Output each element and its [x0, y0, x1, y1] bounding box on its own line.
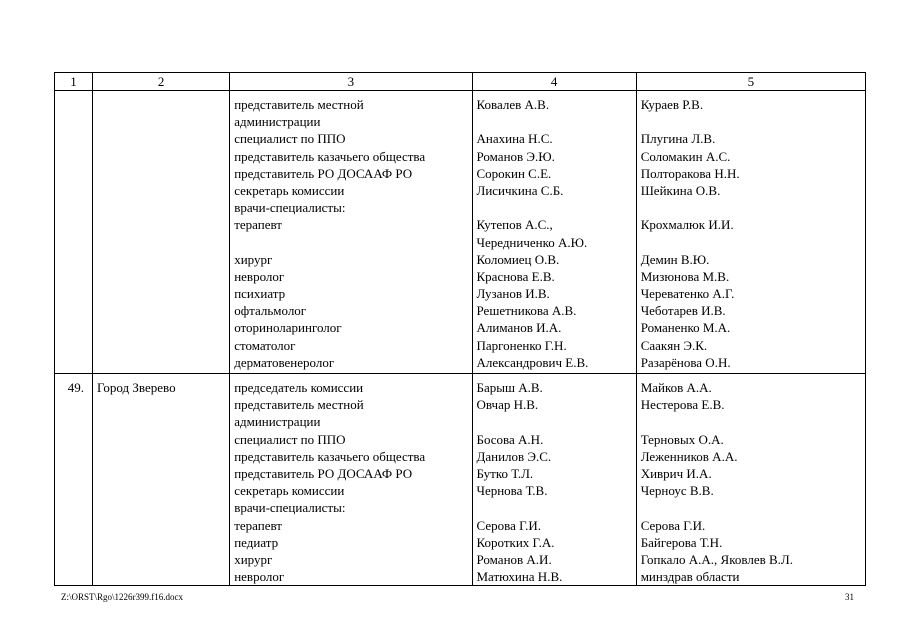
cell-line: Босова А.Н. [476, 431, 544, 447]
cell-line: Демин В.Ю. [640, 251, 710, 267]
file-path: Z:\ORST\Rgo\1226r399.f16.docx [61, 592, 183, 602]
reserve-member-cell [636, 374, 865, 586]
cell-line: Кутепов А.С., [476, 217, 553, 233]
cell-line: представитель казачьего общества [234, 448, 426, 464]
cell-line: офтальмолог [234, 303, 307, 319]
cell-line: минздрав области [640, 569, 740, 585]
cell-line: Бутко Т.Л. [476, 465, 534, 481]
cell-line: Разарёнова О.Н. [640, 354, 731, 370]
cell-line [637, 234, 865, 251]
cell-line [473, 113, 636, 130]
cell-line [473, 499, 636, 516]
cell-line: хирург [234, 551, 273, 567]
cell-line: Паргоненко Г.Н. [476, 337, 567, 353]
cell-line: невролог [234, 268, 285, 284]
cell-line: Шейкина О.В. [640, 182, 721, 198]
member-cell [472, 374, 636, 586]
cell-line: представитель местной [234, 97, 364, 112]
cell-line: стоматолог [234, 337, 296, 353]
reserve-member-cell [636, 91, 865, 374]
cell-line: Александрович Е.В. [476, 354, 589, 370]
cell-line: Леженников А.А. [640, 448, 738, 464]
cell-line: Нестерова Е.В. [640, 397, 725, 413]
cell-line: психиатр [234, 286, 286, 302]
municipality-name [93, 91, 230, 374]
cell-line: Терновых О.А. [640, 431, 724, 447]
cell-line: Коломиец О.В. [476, 251, 560, 267]
page-number: 31 [845, 592, 854, 602]
cell-line: Лисичкина С.Б. [476, 182, 564, 198]
cell-line: врачи-специалисты: [234, 200, 346, 216]
cell-line: Байгерова Т.Н. [640, 534, 723, 550]
cell-line: Серова Г.И. [640, 517, 706, 533]
table-row [55, 91, 866, 374]
cell-line: Ковалев А.В. [476, 97, 550, 112]
cell-line: секретарь комиссии [234, 182, 345, 198]
cell-line [637, 499, 865, 516]
cell-line: Романенко М.А. [640, 320, 731, 336]
cell-line: Черноус В.В. [640, 483, 714, 499]
cell-line: специалист по ППО [234, 131, 346, 147]
cell-line: Мизюнова М.В. [640, 268, 730, 284]
commission-table [54, 72, 866, 586]
cell-line: Крохмалюк И.И. [640, 217, 734, 233]
cell-line: Плугина Л.В. [640, 131, 716, 147]
cell-line [473, 199, 636, 216]
cell-line: невролог [234, 569, 285, 585]
cell-line: Саакян Э.К. [640, 337, 708, 353]
cell-line: представитель РО ДОСААФ РО [234, 165, 413, 181]
cell-line: Гопкало А.А., Яковлев В.Л. [640, 551, 793, 567]
cell-line: терапевт [234, 217, 282, 233]
cell-line: администрации [234, 114, 321, 130]
table-row [55, 374, 866, 586]
cell-line: Данилов Э.С. [476, 448, 552, 464]
cell-line: представитель казачьего общества [234, 148, 426, 164]
position-cell [230, 91, 472, 374]
header-col-3: 3 [230, 73, 472, 91]
row-number: 49. [55, 374, 93, 586]
cell-line: педиатр [234, 534, 279, 550]
cell-line: администрации [234, 414, 321, 430]
cell-line: Лузанов И.В. [476, 286, 550, 302]
cell-line: Матюхина Н.В. [476, 569, 563, 585]
cell-line: Романов Э.Ю. [476, 148, 555, 164]
cell-line: представитель местной [234, 397, 364, 413]
cell-line: Чередниченко А.Ю. [476, 234, 588, 250]
cell-line: Анахина Н.С. [476, 131, 553, 147]
cell-line: врачи-специалисты: [234, 500, 346, 516]
cell-line: дерматовенеролог [234, 354, 335, 370]
cell-line: Череватенко А.Г. [640, 286, 735, 302]
cell-line: Сорокин С.Е. [476, 165, 552, 181]
cell-line: Хиврич И.А. [640, 465, 712, 481]
cell-line [637, 113, 865, 130]
cell-line: Полторакова Н.Н. [640, 165, 740, 181]
cell-line: Барыш А.В. [476, 380, 543, 395]
cell-line: оториноларинголог [234, 320, 342, 336]
header-col-4: 4 [472, 73, 636, 91]
cell-line: хирург [234, 251, 273, 267]
cell-line: специалист по ППО [234, 431, 346, 447]
cell-line [637, 413, 865, 430]
cell-line: Серова Г.И. [476, 517, 542, 533]
municipality-name: Город Зверево [93, 374, 230, 586]
cell-line [473, 413, 636, 430]
cell-line: Овчар Н.В. [476, 397, 539, 413]
cell-line: представитель РО ДОСААФ РО [234, 465, 413, 481]
row-number [55, 91, 93, 374]
position-cell [230, 374, 472, 586]
cell-line: Алиманов И.А. [476, 320, 562, 336]
cell-line: Чеботарев И.В. [640, 303, 726, 319]
cell-line: Майков А.А. [640, 380, 712, 395]
cell-line: Краснова Е.В. [476, 268, 555, 284]
header-row [55, 73, 866, 91]
header-col-1: 1 [55, 73, 93, 91]
cell-line [637, 199, 865, 216]
member-cell [472, 91, 636, 374]
cell-line: Кураев Р.В. [640, 97, 704, 112]
cell-line: терапевт [234, 517, 282, 533]
cell-line: Коротких Г.А. [476, 534, 555, 550]
cell-line [230, 234, 471, 251]
cell-line: Решетникова А.В. [476, 303, 577, 319]
header-col-2: 2 [93, 73, 230, 91]
cell-line: Чернова Т.В. [476, 483, 548, 499]
cell-line: Романов А.И. [476, 551, 552, 567]
cell-line: Соломакин А.С. [640, 148, 731, 164]
header-col-5: 5 [636, 73, 865, 91]
cell-line: секретарь комиссии [234, 483, 345, 499]
cell-line: председатель комиссии [234, 380, 364, 395]
